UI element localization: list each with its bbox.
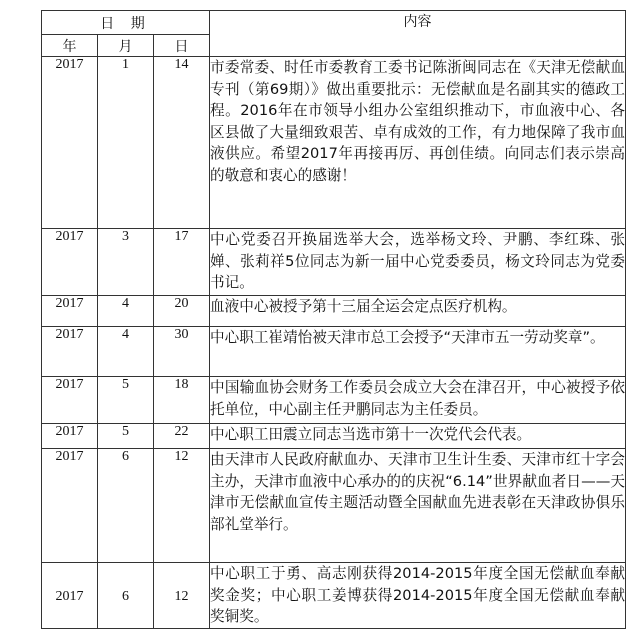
table-row: [42, 296, 626, 327]
content-cell: 中国输血协会财务工作委员会成立大会在津召开，中心被授予依托单位，中心副主任尹鹏同志为主任委员。: [210, 377, 626, 424]
month-cell: 3: [98, 229, 154, 296]
chronicle-table-wrapper: [41, 10, 625, 629]
year-header: 年: [42, 35, 98, 57]
chronicle-table: [41, 10, 626, 629]
table-row: [42, 327, 626, 377]
content-cell: 中心职工田震立同志当选市第十一次党代会代表。: [210, 424, 626, 449]
month-cell: 1: [98, 57, 154, 229]
day-cell: 22: [154, 424, 210, 449]
table-row: [42, 377, 626, 424]
month-cell: 4: [98, 327, 154, 377]
content-header: 内容: [210, 11, 626, 57]
month-cell: 5: [98, 424, 154, 449]
content-cell: 中心党委召开换届选举大会，选举杨文玲、尹鹏、李红珠、张婵、张莉祥5位同志为新一届中心党委委员，杨文玲同志为党委书记。: [210, 229, 626, 296]
year-cell: 2017: [42, 296, 98, 327]
year-cell: 2017: [42, 57, 98, 229]
header-row-1: [42, 11, 626, 35]
day-cell: 20: [154, 296, 210, 327]
year-cell: 2017: [42, 377, 98, 424]
content-cell: 中心职工崔靖怡被天津市总工会授予“天津市五一劳动奖章”。: [210, 327, 626, 377]
month-cell: 5: [98, 377, 154, 424]
day-cell: 17: [154, 229, 210, 296]
content-cell: 由天津市人民政府献血办、天津市卫生计生委、天津市红十字会主办，天津市血液中心承办的的庆祝“6.14”世界献血者日——天津市无偿献血宣传主题活动暨全国献血先进表彰在天津政协俱乐部礼堂举行。: [210, 449, 626, 563]
day-cell: 30: [154, 327, 210, 377]
month-cell: 6: [98, 563, 154, 629]
table-row: [42, 563, 626, 629]
day-cell: 14: [154, 57, 210, 229]
table-row: [42, 57, 626, 229]
year-cell: 2017: [42, 327, 98, 377]
table-row: [42, 424, 626, 449]
year-cell: 2017: [42, 449, 98, 563]
date-header: 日 期: [42, 11, 210, 35]
table-row: [42, 449, 626, 563]
day-cell: 12: [154, 449, 210, 563]
month-cell: 4: [98, 296, 154, 327]
year-cell: 2017: [42, 229, 98, 296]
table-row: [42, 229, 626, 296]
content-cell: 血液中心被授予第十三届全运会定点医疗机构。: [210, 296, 626, 327]
year-cell: 2017: [42, 563, 98, 629]
day-cell: 18: [154, 377, 210, 424]
year-cell: 2017: [42, 424, 98, 449]
content-cell: 市委常委、时任市委教育工委书记陈浙闽同志在《天津无偿献血专刊（第69期）》做出重要批示：无偿献血是名副其实的德政工程。2016年在市领导小组办公室组织推动下，市血液中心、各区县做了大量细致艰苦、卓有成效的工作，有力地保障了我市血液供应。希望2017年再接再厉、再创佳绩。向同志们表示崇高的敬意和衷心的感谢！: [210, 57, 626, 229]
content-cell: 中心职工于勇、高志刚获得2014-2015年度全国无偿献血奉献奖金奖；中心职工姜博获得2014-2015年度全国无偿献血奉献奖铜奖。: [210, 563, 626, 629]
day-header: 日: [154, 35, 210, 57]
month-cell: 6: [98, 449, 154, 563]
month-header: 月: [98, 35, 154, 57]
day-cell: 12: [154, 563, 210, 629]
